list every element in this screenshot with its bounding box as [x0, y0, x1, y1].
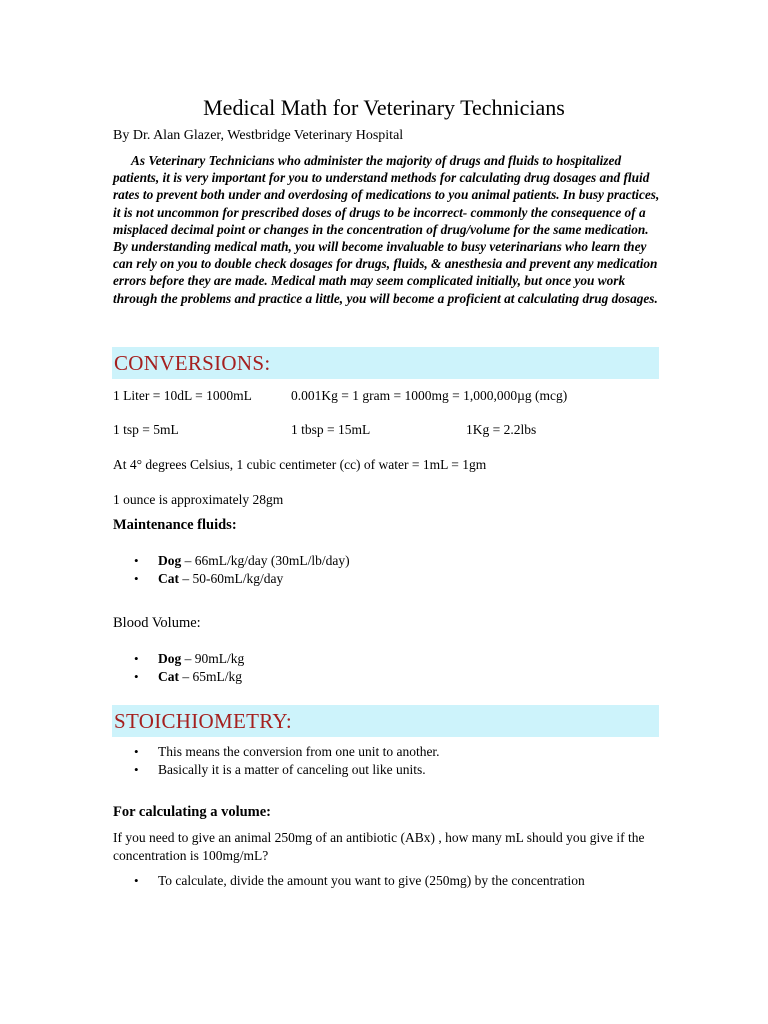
- species-label: Cat: [158, 668, 179, 684]
- maintenance-fluids-list: [113, 552, 350, 587]
- list-item: [113, 668, 244, 686]
- bullet-glyph: •: [134, 873, 139, 888]
- list-item: [113, 570, 350, 588]
- bullet-glyph: •: [134, 744, 139, 759]
- document-title: Medical Math for Veterinary Technicians: [203, 95, 565, 120]
- bullet-glyph: •: [134, 761, 139, 777]
- conversion-water: At 4° degrees Celsius, 1 cubic centimeter (cc) of water = 1mL = 1gm: [113, 457, 487, 472]
- bullet-glyph: •: [134, 651, 139, 666]
- conversion-liter: 1 Liter = 10dL = 1000mL: [113, 388, 252, 403]
- list-item: • To calculate, divide the amount you want to give (250mg) by the concentration: [134, 873, 585, 888]
- species-value: – 90mL/kg: [181, 651, 245, 666]
- intro-text: As Veterinary Technicians who administer the majority of drugs and fluids to hospitalized patients, it is very important for you to understand methods for calculating drug dosages and fluid rates to prevent both under and overdosing of medications to you animal patients. In busy practices, it is not uncommon for prescribed doses of drugs to be incorrect- commonly the consequence of a misplaced decimal point or changes in the concentration of drug/volume for the same medication. By understanding medical math, you will become invaluable to busy veterinarians who learn they can rely on you to double check dosages for drugs, fluids, & anesthesia and prevent any medication errors before they are made. Medical math may seem complicated initially, but once you work through the problems and practice a little, you will become a proficient at calculating drug dosages.: [113, 153, 660, 306]
- stoichiometry-list: [113, 743, 440, 778]
- bullet-glyph: •: [134, 570, 139, 586]
- conversion-tbsp: 1 tbsp = 15mL: [291, 422, 371, 437]
- species-label: Dog: [158, 553, 182, 568]
- species-value: – 65mL/kg: [179, 668, 242, 684]
- conversion-tsp: 1 tsp = 5mL: [113, 422, 179, 437]
- species-value: – 50-60mL/kg/day: [179, 570, 284, 586]
- species-label: Dog: [158, 651, 182, 666]
- author-byline: By Dr. Alan Glazer, Westbridge Veterinary Hospital: [113, 128, 404, 143]
- conversions-heading: CONVERSIONS:: [114, 351, 271, 375]
- conversions-heading-band: [112, 347, 659, 379]
- blood-volume-heading: Blood Volume:: [113, 615, 201, 631]
- species-label: Cat: [158, 570, 179, 586]
- list-item: • Basically it is a matter of canceling out like units.: [134, 761, 426, 777]
- list-item: [113, 552, 350, 570]
- maintenance-fluids-heading: Maintenance fluids:: [113, 517, 237, 533]
- stoichiometry-heading-band: [112, 705, 659, 737]
- conversion-gram: 0.001Kg = 1 gram = 1000mg = 1,000,000µg (mcg): [291, 388, 568, 403]
- volume-calc-question: If you need to give an animal 250mg of an antibiotic (ABx) , how many mL should you give if the concentration is 100mg/mL?: [113, 830, 645, 863]
- conversion-ounce: 1 ounce is approximately 28gm: [113, 492, 284, 507]
- volume-calc-heading: For calculating a volume:: [113, 804, 272, 820]
- blood-volume-list: [113, 650, 244, 685]
- bullet-glyph: •: [134, 668, 139, 684]
- list-item: • This means the conversion from one unit to another.: [134, 744, 440, 759]
- species-value: – 66mL/kg/day (30mL/lb/day): [181, 553, 350, 568]
- bullet-glyph: •: [134, 553, 139, 568]
- stoichiometry-heading: STOICHIOMETRY:: [114, 709, 293, 733]
- intro-paragraph: [113, 152, 661, 307]
- conversion-kg-lbs: 1Kg = 2.2lbs: [466, 422, 537, 437]
- volume-calc-list: [113, 872, 585, 890]
- list-item: [113, 650, 244, 668]
